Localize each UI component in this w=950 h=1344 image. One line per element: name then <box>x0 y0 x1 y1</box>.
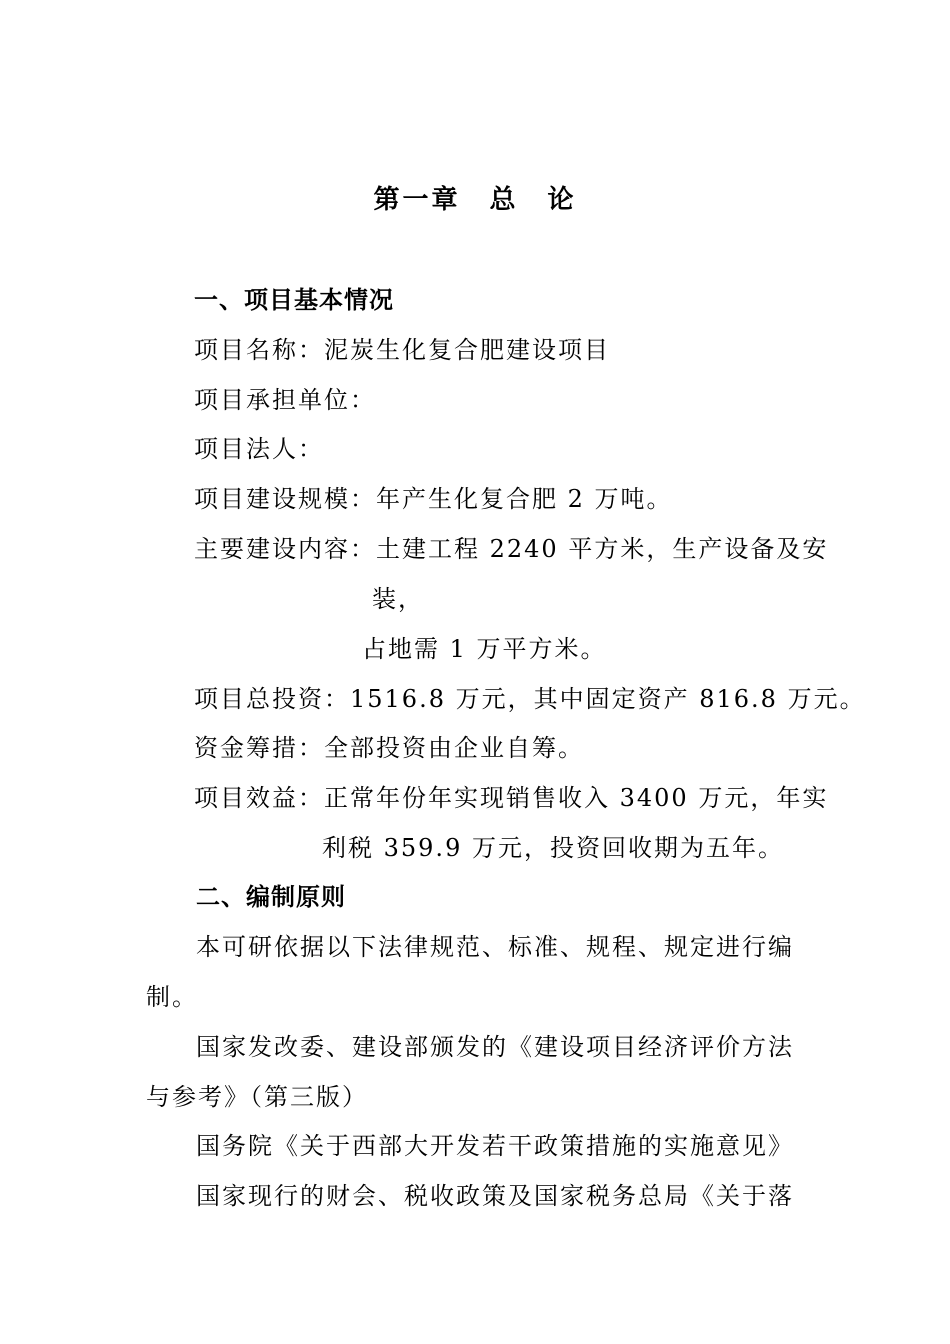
principle-paragraph-2-line-2: 与参考》（第三版） <box>146 1083 368 1111</box>
principle-paragraph-4-line-1: 国家现行的财会、税收政策及国家税务总局《关于落 <box>196 1182 794 1210</box>
principle-paragraph-1-line-1: 本可研依据以下法律规范、标准、规程、规定进行编 <box>196 933 794 961</box>
project-benefit-line-2: 利税 359.9 万元，投资回收期为五年。 <box>322 834 784 862</box>
construction-scale-line: 项目建设规模：年产生化复合肥 2 万吨。 <box>194 485 673 513</box>
principle-paragraph-3-line-1: 国务院《关于西部大开发若干政策措施的实施意见》 <box>196 1132 794 1160</box>
project-benefit-line-1: 项目效益：正常年份年实现销售收入 3400 万元，年实 <box>194 784 829 812</box>
funding-line: 资金筹措：全部投资由企业自筹。 <box>194 734 584 762</box>
construction-content-line-1: 主要建设内容：土建工程 2240 平方米，生产设备及安 <box>194 535 829 563</box>
construction-content-line-2: 装， <box>372 585 424 613</box>
principle-paragraph-1-line-2: 制。 <box>146 983 198 1011</box>
principle-paragraph-2-line-1: 国家发改委、建设部颁发的《建设项目经济评价方法 <box>196 1033 794 1061</box>
section1-heading: 一、项目基本情况 <box>194 286 394 314</box>
undertaking-unit-line: 项目承担单位： <box>194 386 376 414</box>
project-name-line: 项目名称：泥炭生化复合肥建设项目 <box>194 336 610 364</box>
total-investment-line: 项目总投资：1516.8 万元，其中固定资产 816.8 万元。 <box>194 685 866 713</box>
chapter-title: 第一章 总 论 <box>373 185 577 215</box>
legal-person-line: 项目法人： <box>194 435 324 463</box>
section2-heading: 二、编制原则 <box>196 883 346 911</box>
construction-content-line-3: 占地需 1 万平方米。 <box>362 635 607 663</box>
